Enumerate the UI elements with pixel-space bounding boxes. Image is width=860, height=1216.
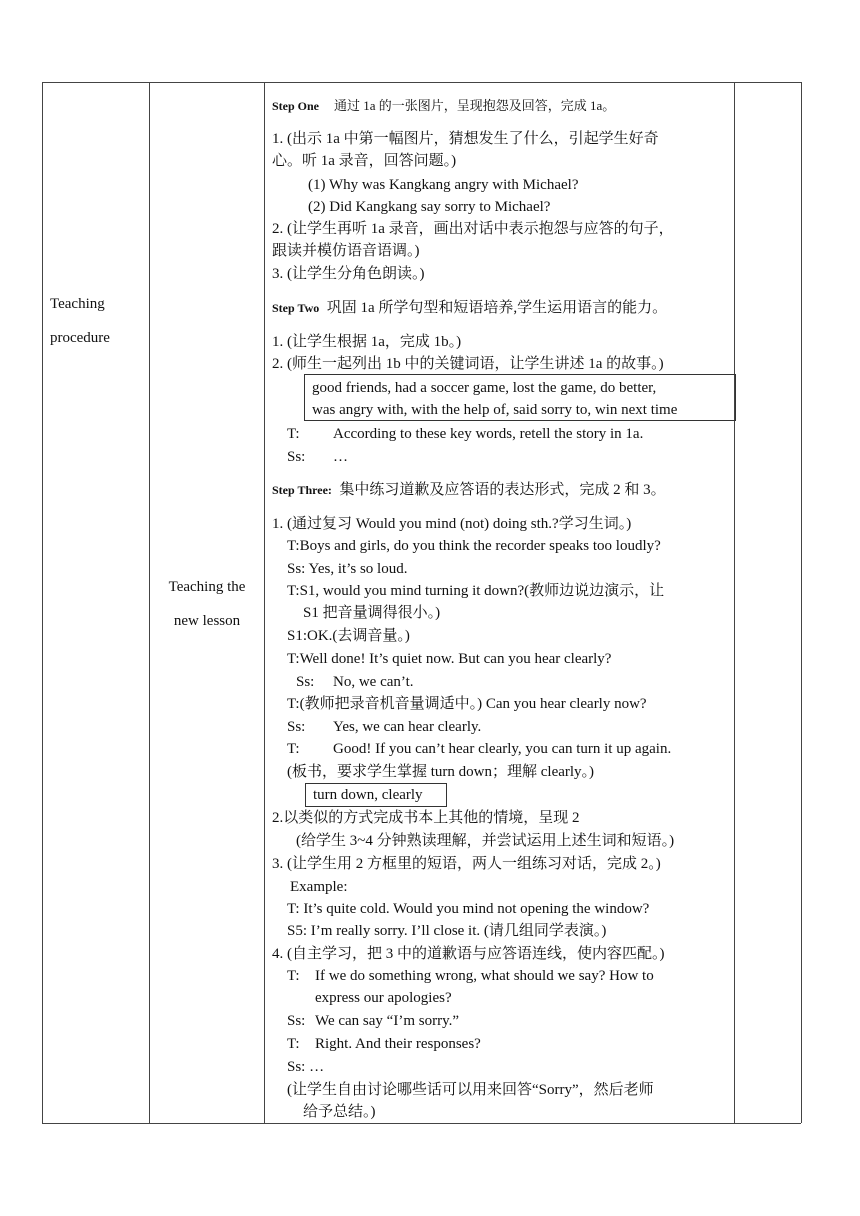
step-two-label: Step Two [272, 301, 320, 315]
teaching-procedure-label [50, 287, 110, 355]
step-three-text: 集中练习道歉及应答语的表达形式，完成 2 和 3。 [339, 482, 666, 498]
practice-line: Right. And their responses? [315, 1036, 481, 1052]
teacher-label: T: [287, 968, 300, 984]
board-words: turn down, clearly [313, 787, 423, 803]
step-three-heading [272, 479, 666, 501]
table-border-left [42, 82, 43, 1123]
step-two-item: 2. (师生一起列出 1b 中的关键词语，让学生讲述 1a 的故事。) [272, 356, 664, 372]
practice-line: T: It’s quite cold. Would you mind not opening the window? [287, 901, 650, 917]
step-two-heading [272, 297, 667, 319]
dialogue-line: No, we can’t. [333, 674, 414, 690]
step-one-item: 3. (让学生分角色朗读。) [272, 266, 425, 282]
step-one-item: 1. (出示 1a 中第一幅图片，猜想发生了什么，引起学生好奇 [272, 131, 659, 147]
students-line: … [333, 449, 348, 465]
teacher-label: T: [287, 741, 300, 757]
teaching-new-lesson-label [150, 570, 264, 638]
dialogue-line: S1 把音量调得很小。) [303, 605, 441, 621]
dialogue-line: T:Well done! It’s quiet now. But can you hear clearly? [287, 651, 612, 667]
students-label: Ss: [287, 1013, 306, 1029]
step-one-text: 通过 1a 的一张图片，呈现抱怨及回答，完成 1a。 [334, 98, 616, 113]
practice-line: express our apologies? [315, 990, 452, 1006]
table-border-top [42, 82, 801, 83]
label-line-new-lesson: new lesson [173, 613, 241, 629]
dialogue-line: Ss: Yes, it’s so loud. [287, 561, 408, 577]
table-border-right [801, 82, 802, 1123]
table-divider-3 [734, 82, 735, 1123]
step-one-item: 心。听 1a 录音，回答问题。) [272, 153, 457, 169]
practice-line: 4. (自主学习，把 3 中的道歉语与应答语连线，使内容匹配。) [272, 946, 665, 962]
practice-line: Ss: … [287, 1059, 325, 1075]
dialogue-line: Good! If you can’t hear clearly, you can turn it up again. [333, 741, 672, 757]
students-label: Ss: [287, 719, 306, 735]
teacher-label: T: [287, 1036, 300, 1052]
practice-line: 给予总结。) [303, 1104, 376, 1120]
dialogue-line: S1:OK.(去调音量。) [287, 628, 410, 644]
step-two-item: 1. (让学生根据 1a，完成 1b。) [272, 334, 462, 350]
step-one-question: (1) Why was Kangkang angry with Michael? [308, 177, 579, 193]
dialogue-line: 1. (通过复习 Would you mind (not) doing sth.?学习生词。) [272, 516, 632, 532]
step-one-question: (2) Did Kangkang say sorry to Michael? [308, 199, 551, 215]
practice-line: (让学生自由讨论哪些话可以用来回答“Sorry”，然后老师 [287, 1082, 654, 1098]
practice-line: 3. (让学生用 2 方框里的短语，两人一组练习对话，完成 2。) [272, 856, 661, 872]
practice-line: S5: I’m really sorry. I’ll close it. (请几组同学表演。) [287, 923, 607, 939]
step-one-item: 跟读并模仿语音语调。) [272, 243, 420, 259]
dialogue-line: Yes, we can hear clearly. [333, 719, 482, 735]
label-line-teaching: Teaching [50, 296, 105, 312]
teacher-line: According to these key words, retell the story in 1a. [333, 426, 644, 442]
key-words-line: good friends, had a soccer game, lost the game, do better, [312, 380, 657, 396]
practice-line: We can say “I’m sorry.” [315, 1013, 460, 1029]
students-label: Ss: [287, 449, 306, 465]
practice-line: 2.以类似的方式完成书本上其他的情境，呈现 2 [272, 810, 580, 826]
table-divider-2 [264, 82, 265, 1123]
step-one-heading [272, 95, 615, 117]
step-two-text: 巩固 1a 所学句型和短语培养,学生运用语言的能力。 [326, 300, 668, 316]
dialogue-line: T:(教师把录音机音量调适中。) Can you hear clearly now? [287, 696, 647, 712]
label-line-procedure: procedure [50, 330, 110, 346]
dialogue-line: T:Boys and girls, do you think the recorder speaks too loudly? [287, 538, 661, 554]
dialogue-line: T:S1, would you mind turning it down?(教师边说边演示，让 [287, 583, 665, 599]
step-three-label: Step Three: [272, 483, 332, 497]
key-words-line: was angry with, with the help of, said sorry to, win next time [312, 402, 678, 418]
board-note: (板书，要求学生掌握 turn down；理解 clearly。) [287, 764, 595, 780]
practice-line: If we do something wrong, what should we say? How to [315, 968, 654, 984]
step-one-label: Step One [272, 99, 320, 113]
label-line-teaching-the: Teaching the [168, 579, 246, 595]
step-one-item: 2. (让学生再听 1a 录音，画出对话中表示抱怨与应答的句子， [272, 221, 674, 237]
teacher-label: T: [287, 426, 300, 442]
table-border-bottom [42, 1123, 801, 1124]
practice-line: Example: [290, 879, 348, 895]
students-label: Ss: [296, 674, 315, 690]
practice-line: (给学生 3~4 分钟熟读理解，并尝试运用上述生词和短语。) [296, 833, 675, 849]
